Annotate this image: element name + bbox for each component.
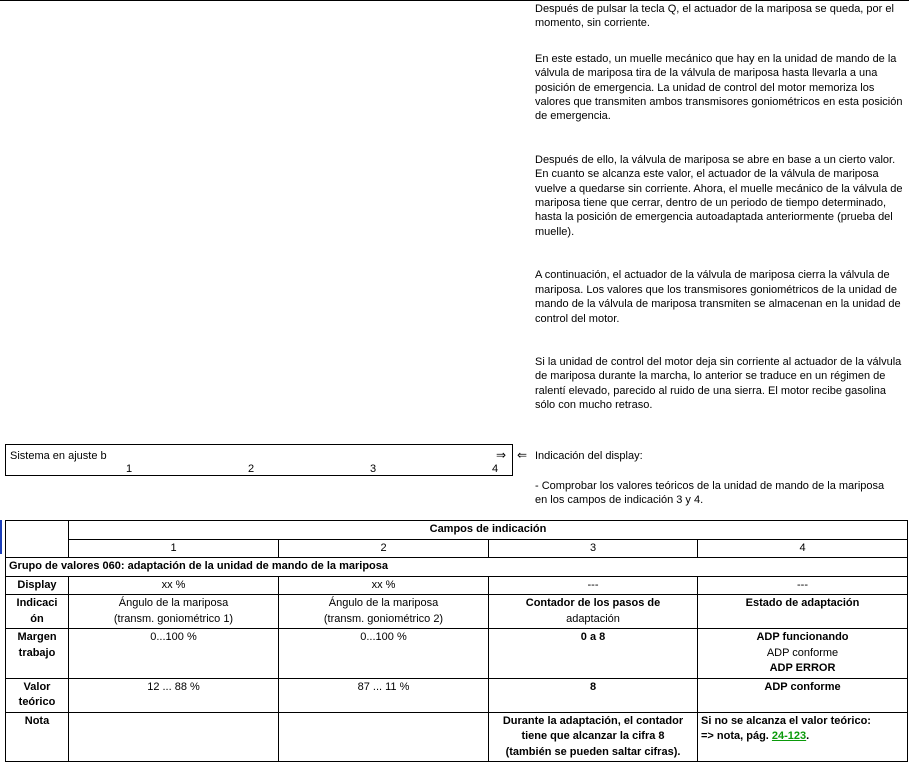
paragraph-4: A continuación, el actuador de la válvula de mariposa cierra la válvula de mariposa. Los valores que los transmisores goniométricos de la unidad de mando de la válvula de mariposa transmiten se almacenan en la unidad de control del motor. [535,269,901,325]
display-field-3: 3 [370,463,377,475]
row-label-line: Valor [23,680,51,693]
row-label-nota: Nota [6,712,69,762]
display-readout-box [5,444,513,476]
margen-cell-3: 0 a 8 [489,629,698,679]
nota-cell-1 [69,712,279,762]
table-row [6,712,908,762]
cell-line: Ángulo de la mariposa [118,597,229,609]
indicacion-cell-4: Estado de adaptación [698,595,908,629]
row-label-line: teórico [18,696,56,708]
valor-cell-3: 8 [489,678,698,712]
row-label-indicacion [6,595,69,629]
row-label-valor [6,678,69,712]
row-label-margen [6,629,69,679]
cell-line [701,729,904,745]
display-indication-note: - Comprobar los valores teóricos de la unidad de mando de la mariposa en los campos de indicación 3 y 4. [535,480,885,507]
right-arrow-icon: ⇒ [495,448,506,462]
column-3-header: 3 [489,539,698,558]
cell-line: (también se pueden saltar cifras). [505,745,681,758]
table-row [6,678,908,712]
table-row [6,539,908,558]
row-label-line: ón [30,612,44,625]
corner-cell [6,521,69,558]
valor-cell-2: 87 ... 11 % [279,678,489,712]
display-field-4: 4 [492,463,499,475]
cell-line: (transm. goniométrico 2) [323,612,444,625]
accent-bar [0,520,2,554]
cell-line: ADP ERROR [769,662,836,674]
row-label-line: trabajo [18,646,56,659]
display-value-4: --- [698,576,908,595]
cell-line: (transm. goniométrico 1) [113,612,234,625]
nota-ref-text: => nota, pág. [701,730,772,742]
cell-line: ADP funcionando [756,631,849,643]
indicacion-cell-3 [489,595,698,629]
header-campos: Campos de indicación [69,521,908,540]
column-2-header: 2 [279,539,489,558]
top-rule [0,0,909,1]
display-value-3: --- [489,576,698,595]
row-label-display: Display [6,576,69,595]
display-field-2: 2 [248,463,255,475]
paragraph-1: Después de pulsar la tecla Q, el actuador de la mariposa se queda, por el momento, sin corriente. [535,3,894,30]
table-row [6,629,908,679]
paragraph-3: Después de ello, la válvula de mariposa se abre en base a un cierto valor. En cuanto se alcanza este valor, el actuador de la válvula de mariposa vuelve a quedarse sin corriente. Ahora, el muelle mecánico de la válvula de mariposa tiene que cerrar, dentro de un periodo de tiempo determinado, hasta la posición de emergencia autoadaptada anteriormente (prueba del muelle). [535,153,903,238]
display-indication-label: Indicación del display: [535,450,643,462]
column-4-header: 4 [698,539,908,558]
paragraph-5: Si la unidad de control del motor deja sin corriente al actuador de la válvula de mariposa durante la marcha, lo anterior se traduce en un régimen de ralentí elevado, parecido al ruido de una sierra. El motor recibe gasolina sólo con mucho retraso. [535,355,902,412]
group-title: Grupo de valores 060: adaptación de la unidad de mando de la mariposa [6,558,908,577]
row-label-line: Margen [17,631,57,643]
margen-cell-4 [698,629,908,679]
indicacion-cell-2 [279,595,489,629]
nota-cell-2 [279,712,489,762]
table-row [6,521,908,540]
values-table [5,520,908,762]
cell-line: adaptación [566,612,620,625]
instructions-text [535,2,903,413]
valor-cell-4: ADP conforme [698,678,908,712]
paragraph-2: En este estado, un muelle mecánico que hay en la unidad de mando de la válvula de mariposa tira de la válvula de mariposa hasta llevarla a una posición de emergencia. La unidad de control del motor memoriza los valores que transmiten ambos transmisores goniométricos en esta posición de emergencia. [535,52,903,123]
table-row [6,595,908,629]
column-1-header: 1 [69,539,279,558]
page-reference-link[interactable]: 24-123 [771,730,807,742]
cell-line: tiene que alcanzar la cifra 8 [521,730,665,742]
cell-line: Durante la adaptación, el contador [502,714,684,727]
nota-cell-4 [698,712,908,762]
display-value-2: xx % [279,576,489,595]
margen-cell-1: 0...100 % [69,629,279,679]
cell-line: Contador de los pasos de [525,597,661,609]
table-row [6,576,908,595]
row-label-line: Indicaci [16,597,58,609]
display-field-1: 1 [126,463,133,475]
left-arrow-icon: ⇐ [517,448,528,462]
cell-line: Si no se alcanza el valor teórico: [701,714,871,727]
valor-cell-1: 12 ... 88 % [69,678,279,712]
nota-ref-end: . [806,730,810,742]
display-value-1: xx % [69,576,279,595]
cell-line: Ángulo de la mariposa [328,597,439,609]
nota-cell-3 [489,712,698,762]
table-row [6,558,908,577]
cell-line: ADP conforme [766,646,839,659]
display-title: Sistema en ajuste b [10,450,107,462]
indicacion-cell-1 [69,595,279,629]
margen-cell-2: 0...100 % [279,629,489,679]
